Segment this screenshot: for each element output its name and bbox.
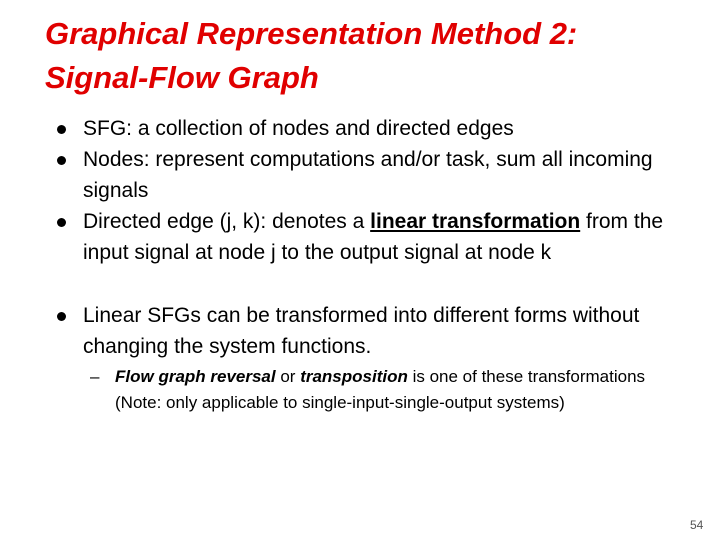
bullet-dot-icon <box>57 125 66 134</box>
bullet-dot-icon <box>57 156 66 165</box>
slide-title-line-2: Signal-Flow Graph <box>45 60 319 95</box>
bullet-text: Nodes: represent computations and/or task, sum all incoming signals <box>83 148 653 202</box>
page-number: 54 <box>690 518 704 532</box>
bullet-item <box>60 113 680 144</box>
bullet-text: SFG: a collection of nodes and directed edges <box>83 117 514 140</box>
bullet-item <box>60 144 680 206</box>
slide-title <box>45 12 705 100</box>
bullet-text: Linear SFGs can be transformed into different forms without changing the system functions. <box>83 304 640 358</box>
bullet-item <box>60 206 680 268</box>
bullet-dot-icon <box>57 218 66 227</box>
bullet-dot-icon <box>57 312 66 321</box>
sub-bullet-connector: or <box>275 367 301 386</box>
bullet-text-pre: Directed edge (j, k): denotes a <box>83 210 371 233</box>
term-flow-graph-reversal: Flow graph reversal <box>115 367 276 386</box>
term-transposition: transposition <box>300 367 408 386</box>
dash-icon: – <box>90 367 100 386</box>
linear-transformation-emphasis: linear transformation <box>370 210 581 233</box>
sub-bullet-text <box>115 364 665 416</box>
slide-title-line-1: Graphical Representation Method 2: <box>45 16 578 51</box>
sub-bullet <box>90 364 665 416</box>
sub-bullet-rest: is one of these transformations (Note: only applicable to single-input-single-output systems) <box>115 367 646 412</box>
bullet-text-post: from the input signal at node j to the output signal at node k <box>83 210 664 264</box>
bullet-text <box>83 206 680 268</box>
bullet-item <box>60 300 680 362</box>
